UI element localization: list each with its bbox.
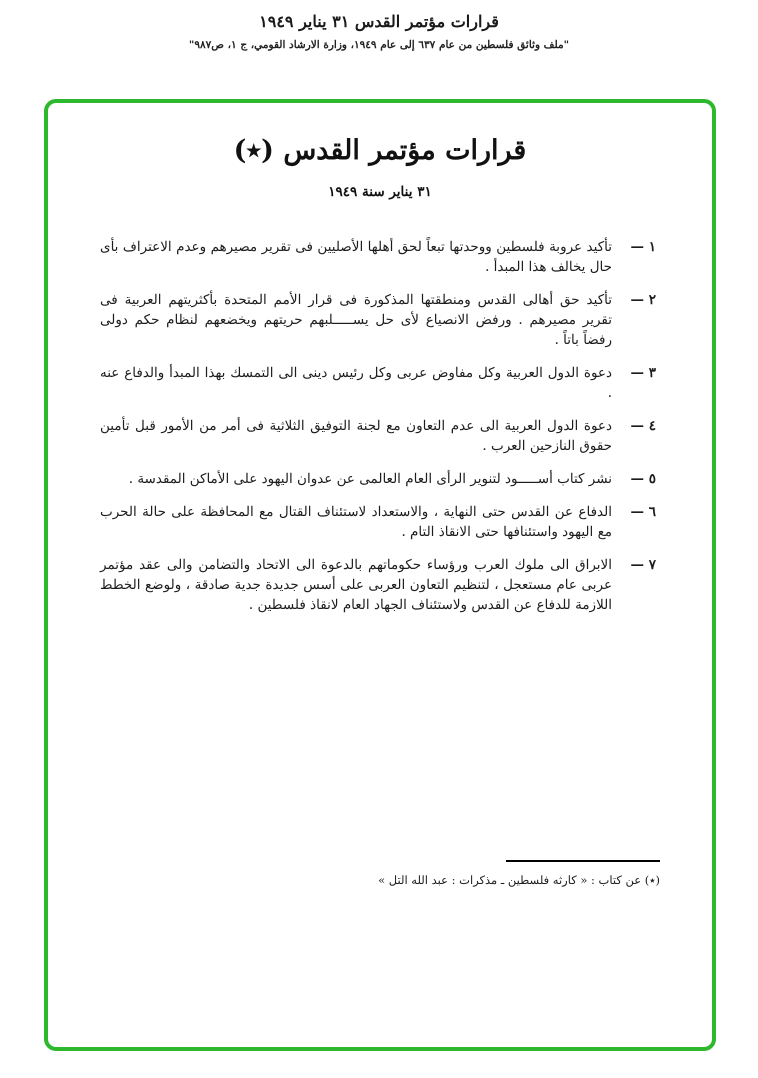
- page-header: [0, 12, 758, 51]
- resolution-number: ٤ —: [630, 417, 656, 434]
- resolution-text: الابراق الى ملوك العرب ورؤساء حكوماتهم بالدعوة الى الاتحاد والتضامن والى عقد مؤتمر عربى عام مستعجل ، لتنظيم التعاون العربى على أسس جديدة جدية صادقة ، ولوضع الخطط اللازمة للدفاع عن القدس ولاستئناف الجهاد العام لانقاذ فلسطين .: [100, 556, 612, 613]
- resolution-item-4: [100, 417, 656, 457]
- footnote: [378, 854, 660, 887]
- resolution-number: ٣ —: [630, 364, 656, 381]
- resolution-number: ١ —: [630, 239, 656, 255]
- resolution-text: الدفاع عن القدس حتى النهاية ، والاستعداد لاستئناف القتال مع المحافظة على حالة الحرب مع اليهود واستئنافها حتى الانقاذ التام .: [100, 503, 612, 540]
- footnote-text: (٭) عن كتاب : « كارثه فلسطين ـ مذكرات : عبد الله التل »: [378, 873, 660, 887]
- green-document-frame: [44, 99, 716, 1051]
- resolution-item-5: [100, 470, 656, 490]
- resolution-item-1: [100, 238, 656, 278]
- resolution-item-6: [100, 503, 656, 543]
- resolution-item-3: [100, 364, 656, 404]
- resolutions-list: [48, 238, 712, 616]
- page-header-title: قرارات مؤتمر القدس ٣١ يناير ١٩٤٩: [259, 12, 499, 31]
- document-title: قرارات مؤتمر القدس (٭): [233, 135, 527, 166]
- resolution-text: دعوة الدول العربية وكل مفاوض عربى وكل رئيس دينى الى التمسك بهذا المبدأ والدفاع عنه .: [100, 364, 612, 401]
- resolution-text: تأكيد عروبة فلسطين ووحدتها تبعاً لحق أهلها الأصليين فى تقرير مصيرهم وعدم الاعتراف بأى حال يخالف هذا المبدأ .: [100, 239, 612, 275]
- resolution-item-7: [100, 556, 656, 616]
- resolution-number: ٦ —: [630, 503, 656, 520]
- resolution-number: ٥ —: [630, 470, 656, 487]
- resolution-text: دعوة الدول العربية الى عدم التعاون مع لجنة التوفيق الثلاثية فى أمر من الأمور قبل تأمين حقوق النازحين العرب .: [100, 417, 612, 454]
- resolution-number: ٢ —: [630, 291, 656, 308]
- resolution-item-2: [100, 291, 656, 351]
- document-date: ٣١ يناير سنة ١٩٤٩: [328, 184, 432, 200]
- resolution-text: تأكيد حق أهالى القدس ومنطقتها المذكورة فى قرار الأمم المتحدة بأكثريتهم العربية فى تقرير مصيرهم . ورفض الانصياع لأى حل يســـــلبهم حريتهم ويخضعهم لنظام حكم دولى رفضاً باتاً .: [100, 291, 612, 348]
- footnote-divider: [506, 860, 660, 862]
- page-header-source-line: "ملف وثائق فلسطين من عام ٦٣٧ إلى عام ١٩٤٩، وزارة الارشاد القومي، ج ١، ص٩٨٧": [188, 39, 570, 51]
- resolution-number: ٧ —: [630, 556, 656, 573]
- resolution-text: نشر كتاب أســـــود لتنوير الرأى العام العالمى عن عدوان اليهود على الأماكن المقدسة .: [128, 470, 612, 487]
